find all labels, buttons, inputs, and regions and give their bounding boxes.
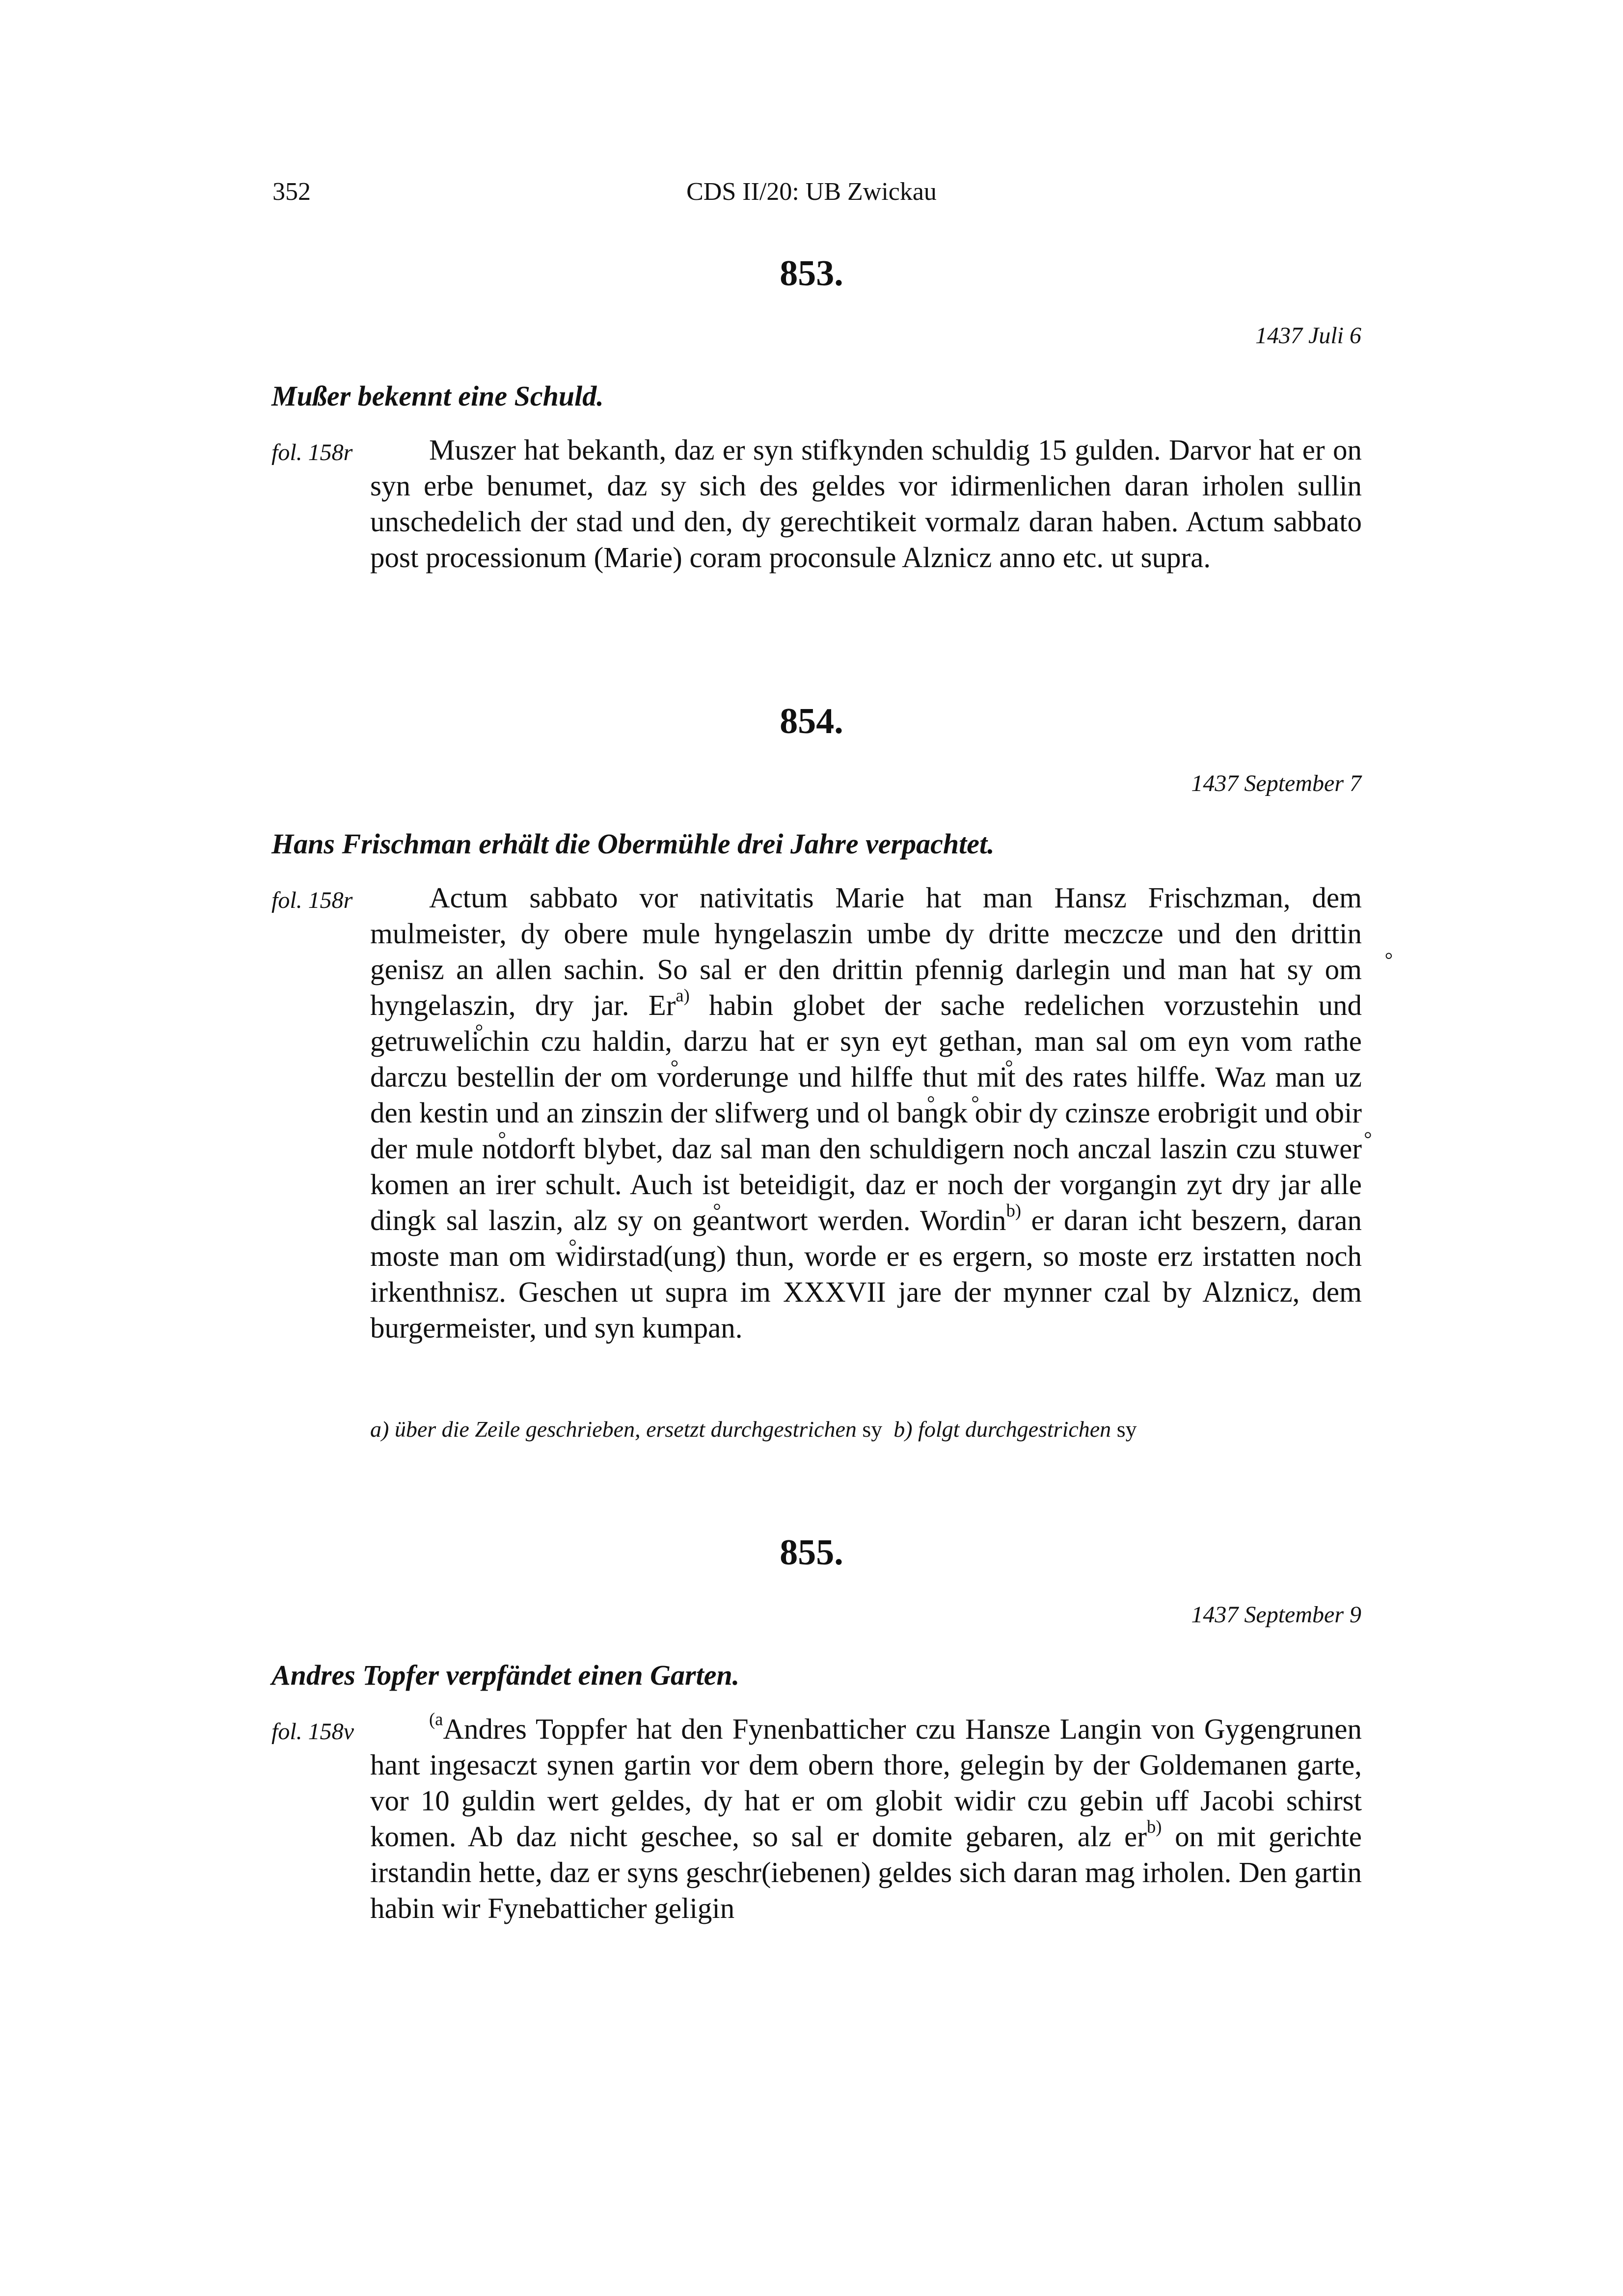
entry-text: Muszer hat bekanth, daz er syn stifkynden schuldig 15 gulden. Darvor hat er on syn erbe benumet, daz sy sich des geldes vor idirmenlichen daran irholen sullin unschedelich der stad und den, dy gerechtikeit vormalz daran haben. Actum sabbato post processionum (Marie) coram proconsule Alznicz anno etc. ut supra. <box>370 434 1362 574</box>
entry-title: Mußer bekennt eine Schuld. <box>271 380 604 412</box>
entry-text: Actum sabbato vor nativitatis Marie hat man Hansz Frischzman, dem mulmeister, dy obere mule hyngelaszin umbe dy dritte meczcze und den drittin genisz an allen sachin. So sal er den drittin pfennig darlegin und man hat sy ° om hyngelaszin, dry jar. Er$^{a)}$ habin globet der sache redelichen vorzustehin und getr° uwelichin czu haldin, darzu hat er syn eyt gethan, man sal om eyn vom rathe darczu bestellin der ° om vorderunge und hilffe th° ut mit des rates hilffe. Waz man uz den kestin und an zinszin der slifwerg und ° ol b° angk obir dy czinsze erobrigit und obir der m° ule notdorft blybet, daz sal man den schuldigern noch anczal laszin czu st° uwer komen an irer schult. Auch ist beteidigit, daz er noch der vorgangin zyt dry jar alle dingk sal laszin, alz sy ° on geantwort werden. Wordin$^{b)}$ er daran icht beszern, daran moste man ° om widirstad(ung) thun, worde er es ergern, so moste erz irstatten noch irkenthnisz. Geschen ut supra im XXXVII jare der mynner czal by Alznicz, dem burgermeister, und syn kumpan. <box>370 880 1362 1346</box>
footnote-marker: b) <box>1147 1816 1162 1837</box>
footnote-marker: (a <box>429 1709 443 1729</box>
folio-reference: fol. 158r <box>271 887 353 913</box>
entry-title: Andres Topfer verpfändet einen Garten. <box>271 1659 740 1691</box>
footnote-marker: b) <box>1006 1200 1022 1221</box>
entry-date: 1437 September 9 <box>1191 1602 1361 1628</box>
entry-number: 853. <box>780 253 843 294</box>
entry-number: 855. <box>780 1532 843 1573</box>
footnote-marker: a) <box>676 985 690 1006</box>
footnotes: a) über die Zeile geschrieben, ersetzt durchgestrichen sy b) folgt durchgestrichen sy <box>370 1417 1137 1442</box>
running-head: CDS II/20: UB Zwickau <box>686 178 937 206</box>
folio-reference: fol. 158r <box>271 439 353 465</box>
page-number: 352 <box>272 178 311 206</box>
folio-reference: fol. 158v <box>271 1719 354 1745</box>
entry-number: 854. <box>780 701 843 741</box>
entry-text: $^{(a}$Andres Toppfer hat den Fynenbatticher czu Hansze Langin von Gygengrunen hant ingesaczt synen gartin vor dem obern thore, gelegin by der Goldemanen garte, vor 10 guldin wert geldes, dy hat er om globit widir czu gebin uff Jacobi schirst komen. Ab daz nicht geschee, so sal er domite gebaren, alz $er^{b)}$ on mit gerichte irstandin hette, daz er syns geschr(iebenen) geldes sich daran mag irholen. Den gartin habin wir Fynebatticher geligin <box>370 1709 1362 1924</box>
entry-date: 1437 Juli 6 <box>1255 323 1361 349</box>
entry-title: Hans Frischman erhält die Obermühle drei Jahre verpachtet. <box>271 828 995 860</box>
entry-date: 1437 September 7 <box>1191 770 1361 796</box>
